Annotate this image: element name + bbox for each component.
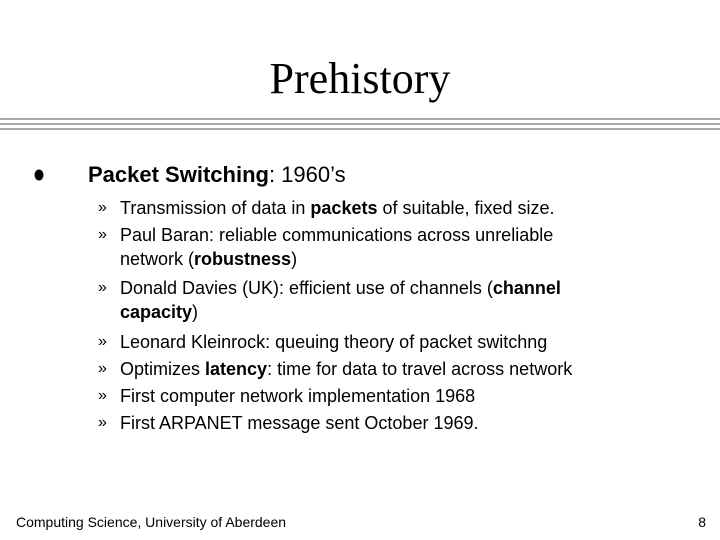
sub-bullet-line: Paul Baran: reliable communications across unreliable <box>120 225 554 245</box>
sub-bullet <box>98 330 658 354</box>
sub-bullet-line: Leonard Kleinrock: queuing theory of packet switchng <box>120 332 548 352</box>
sub-bullet-line: Transmission of data in packets of suitable, fixed size. <box>120 198 555 218</box>
footer-text: Computing Science, University of Aberdeen <box>16 514 287 530</box>
sub-bullet-marker: » <box>98 414 107 431</box>
sub-bullet <box>98 276 658 324</box>
sub-bullet-marker: » <box>98 360 107 377</box>
sub-bullet-line: capacity) <box>120 302 199 322</box>
sub-bullet-marker: » <box>98 279 107 296</box>
heading-text: : 1960’s <box>268 162 346 187</box>
sub-bullet <box>98 357 658 381</box>
page-number: 8 <box>698 514 706 530</box>
sub-bullet <box>98 411 658 435</box>
sub-bullet-marker: » <box>98 387 107 404</box>
bullet-dot-icon <box>34 169 44 181</box>
sub-bullet <box>98 196 658 220</box>
sub-bullet-line: First computer network implementation 1968 <box>120 386 476 406</box>
sub-bullet-line: First ARPANET message sent October 1969. <box>120 413 479 433</box>
title-rule-line <box>0 128 720 130</box>
sub-bullet-marker: » <box>98 199 107 216</box>
sub-bullet-marker: » <box>98 226 107 243</box>
sub-bullet-line: Donald Davies (UK): efficient use of channels (channel <box>120 278 561 298</box>
title-rule-line <box>0 118 720 120</box>
sub-bullet-line: Optimizes latency: time for data to travel across network <box>120 359 573 379</box>
heading-bold-text: Packet Switching <box>88 162 269 187</box>
sub-bullet <box>98 223 658 271</box>
sub-bullet-marker: » <box>98 333 107 350</box>
sub-bullet-line: network (robustness) <box>120 249 298 269</box>
title-rule-line <box>0 123 720 125</box>
main-bullet-heading <box>88 160 346 190</box>
sub-bullet <box>98 384 658 408</box>
slide-title: Prehistory <box>269 54 451 103</box>
